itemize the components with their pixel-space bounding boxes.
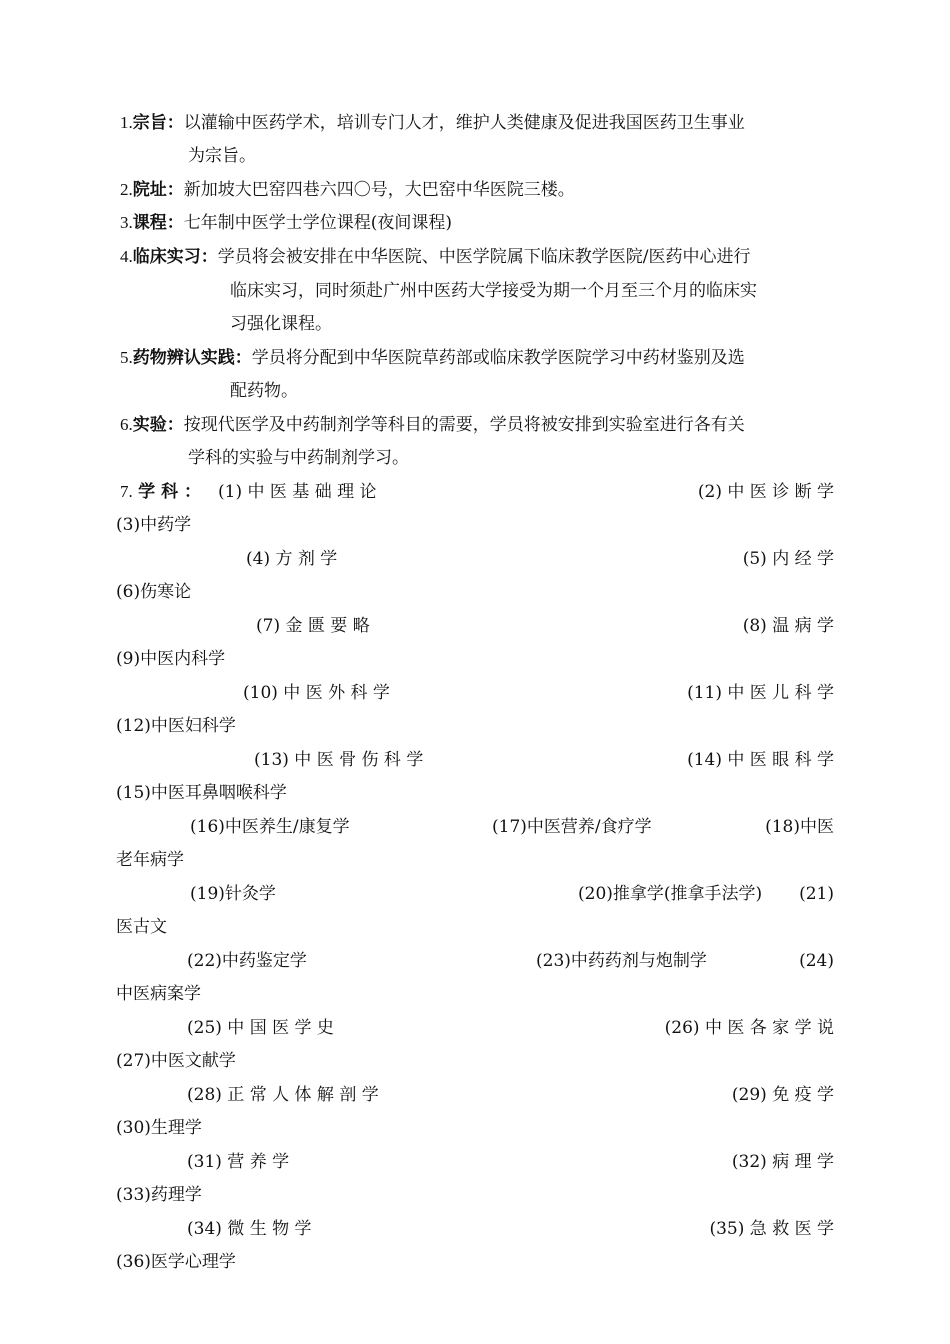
subject-28: (28) 正 常 人 体 解 剖 学 bbox=[187, 1085, 379, 1105]
item-2-label: 院址： bbox=[132, 180, 184, 200]
item-1-label: 宗旨： bbox=[132, 113, 184, 133]
item-5-line-2: 配药物。 bbox=[230, 381, 298, 401]
subject-5: (5) 内 经 学 bbox=[742, 549, 834, 569]
subject-4: (4) 方 剂 学 bbox=[246, 549, 338, 569]
subject-8: (8) 温 病 学 bbox=[742, 616, 834, 636]
subject-27: (27)中医文献学 bbox=[116, 1051, 236, 1071]
subject-10: (10) 中 医 外 科 学 bbox=[243, 683, 390, 703]
subject-20: (20)推拿学(推拿手法学) bbox=[578, 884, 763, 904]
item-3-label: 课程： bbox=[132, 213, 184, 233]
subject-25: (25) 中 国 医 学 史 bbox=[187, 1018, 334, 1038]
subject-17: (17)中医营养/食疗学 bbox=[492, 817, 652, 837]
subject-18: (18)中医 bbox=[765, 817, 834, 837]
item-5-number: 5. bbox=[120, 348, 133, 367]
item-6-text: 按现代医学及中药制剂学等科目的需要，学员将被安排到实验室进行各有关 bbox=[183, 415, 745, 435]
subject-9: (9)中医内科学 bbox=[116, 649, 226, 669]
subject-15: (15)中医耳鼻咽喉科学 bbox=[116, 783, 287, 803]
subject-16: (16)中医养生/康复学 bbox=[190, 817, 350, 837]
subject-23: (23)中药药剂与炮制学 bbox=[536, 951, 707, 971]
item-1-number: 1. bbox=[120, 113, 133, 132]
item-4-line-3: 习强化课程。 bbox=[230, 314, 332, 334]
subject-13: (13) 中 医 骨 伤 科 学 bbox=[254, 750, 424, 770]
subject-18-cont: 老年病学 bbox=[116, 850, 184, 870]
item-5-label: 药物辨认实践： bbox=[132, 348, 252, 368]
item-7-label: 学 科 ： bbox=[138, 482, 201, 502]
item-4-line-2: 临床实习，同时须赴广州中医药大学接受为期一个月至三个月的临床实 bbox=[230, 281, 757, 301]
item-5-line-1 bbox=[120, 347, 745, 369]
item-7-number: 7. bbox=[120, 482, 133, 501]
subject-24-cont: 中医病案学 bbox=[116, 984, 201, 1004]
item-4-label: 临床实习： bbox=[132, 247, 218, 267]
item-3-text: 七年制中医学士学位课程(夜间课程) bbox=[183, 213, 453, 233]
item-3-line bbox=[120, 212, 452, 234]
subject-19: (19)针灸学 bbox=[190, 884, 276, 904]
item-1-line-2: 为宗旨。 bbox=[188, 146, 256, 166]
subject-12: (12)中医妇科学 bbox=[116, 716, 236, 736]
item-2-line bbox=[120, 179, 575, 201]
item-2-text: 新加坡大巴窑四巷六四〇号，大巴窑中华医院三楼。 bbox=[183, 180, 575, 200]
item-6-number: 6. bbox=[120, 415, 133, 434]
item-5-text: 学员将分配到中华医院草药部或临床教学医院学习中药材鉴别及选 bbox=[251, 348, 745, 368]
subject-29: (29) 免 疫 学 bbox=[731, 1085, 834, 1105]
item-2-number: 2. bbox=[120, 180, 133, 199]
subject-35: (35) 急 救 医 学 bbox=[709, 1219, 834, 1239]
subject-24: (24) bbox=[799, 951, 834, 971]
subject-2: (2) 中 医 诊 断 学 bbox=[697, 482, 834, 502]
subject-36: (36)医学心理学 bbox=[116, 1252, 236, 1272]
subject-21: (21) bbox=[799, 884, 834, 904]
subject-31: (31) 营 养 学 bbox=[187, 1152, 290, 1172]
subject-22: (22)中药鉴定学 bbox=[187, 951, 307, 971]
item-1-line-1 bbox=[120, 112, 745, 134]
subject-26: (26) 中 医 各 家 学 说 bbox=[664, 1018, 834, 1038]
item-7-heading bbox=[120, 481, 201, 503]
subject-21-cont: 医古文 bbox=[116, 917, 167, 937]
item-4-text: 学员将会被安排在中华医院、中医学院属下临床教学医院/医药中心进行 bbox=[217, 247, 751, 267]
subject-1: (1) 中 医 基 础 理 论 bbox=[218, 482, 377, 502]
item-1-text: 以灌输中医药学术，培训专门人才，维护人类健康及促进我国医药卫生事业 bbox=[183, 113, 745, 133]
item-6-line-2: 学科的实验与中药制剂学习。 bbox=[188, 448, 409, 468]
item-6-label: 实验： bbox=[132, 415, 184, 435]
subject-14: (14) 中 医 眼 科 学 bbox=[687, 750, 834, 770]
subject-7: (7) 金 匮 要 略 bbox=[256, 616, 370, 636]
subject-30: (30)生理学 bbox=[116, 1118, 202, 1138]
subject-32: (32) 病 理 学 bbox=[731, 1152, 834, 1172]
subject-34: (34) 微 生 物 学 bbox=[187, 1219, 312, 1239]
subject-33: (33)药理学 bbox=[116, 1185, 202, 1205]
subject-11: (11) 中 医 儿 科 学 bbox=[687, 683, 834, 703]
item-6-line-1 bbox=[120, 414, 745, 436]
item-3-number: 3. bbox=[120, 213, 133, 232]
item-4-number: 4. bbox=[120, 247, 133, 266]
subject-6: (6)伤寒论 bbox=[116, 582, 192, 602]
subject-3: (3)中药学 bbox=[116, 515, 192, 535]
item-4-line-1 bbox=[120, 246, 750, 268]
